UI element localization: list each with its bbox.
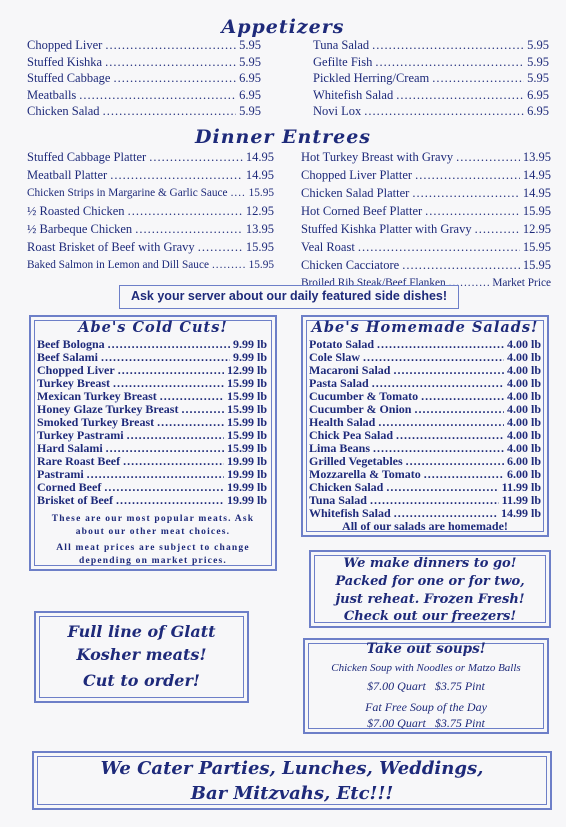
menu-item-price: 9.99 lb: [232, 351, 267, 364]
soup-chicken-name: Chicken Soup with Noodles or Matzo Balls: [331, 662, 521, 674]
dot-leader: [414, 403, 504, 416]
dot-leader: [212, 256, 246, 274]
menu-item-name: ½ Roasted Chicken: [27, 204, 125, 218]
menu-item-name: Tuna Salad: [313, 38, 370, 52]
menu-item-row: [37, 442, 267, 455]
appetizers-right-column: [313, 37, 549, 120]
menu-item-price: 5.95: [527, 38, 549, 52]
menu-item-name: Chicken Salad Platter: [301, 186, 410, 200]
menu-item-price: 15.95: [522, 240, 551, 254]
catering-line-2: Bar Mitzvahs, Etc!!!: [190, 783, 394, 804]
menu-item-price: 4.00 lb: [506, 364, 541, 377]
cold-cuts-box: [29, 315, 277, 571]
dot-leader: [424, 468, 504, 481]
menu-item-row: [37, 481, 267, 494]
menu-item-name: Tuna Salad: [309, 494, 367, 507]
menu-item-row: [309, 377, 541, 390]
side-dish-banner: [119, 285, 459, 309]
glatt-kosher-line-3: Cut to order!: [83, 671, 200, 690]
cold-cuts-list: [37, 338, 267, 507]
dot-leader: [393, 364, 504, 377]
appetizers-heading: Appetizers: [221, 16, 345, 38]
menu-item-price: 12.95: [522, 222, 551, 236]
dot-leader: [87, 468, 224, 481]
menu-item-name: Cucumber & Tomato: [309, 390, 419, 403]
menu-item-name: Whitefish Salad: [309, 507, 391, 520]
menu-item-name: Hard Salami: [37, 442, 103, 455]
dot-leader: [421, 390, 504, 403]
menu-item-name: Chopped Liver: [37, 364, 115, 377]
menu-item-row: [301, 184, 551, 202]
dot-leader: [157, 416, 224, 429]
menu-item-price: 4.00 lb: [506, 351, 541, 364]
menu-item-row: [37, 351, 267, 364]
menu-item-price: 15.99 lb: [226, 442, 267, 455]
menu-item-name: Novi Lox: [313, 104, 362, 119]
dot-leader: [127, 429, 224, 442]
menu-item-row: [309, 429, 541, 442]
menu-item-row: [309, 403, 541, 416]
menu-item-price: 4.00 lb: [506, 442, 541, 455]
menu-item-price: 15.99 lb: [226, 429, 267, 442]
menu-item-price: 12.95: [245, 204, 274, 218]
menu-item-price: 4.00 lb: [506, 338, 541, 351]
menu-item-row: [37, 403, 267, 416]
menu-item-price: Market Price: [492, 277, 551, 289]
dot-leader: [396, 429, 504, 442]
dinners-to-go-line-3: just reheat. Frozen Fresh!: [335, 592, 525, 607]
menu-item-row: [27, 148, 274, 166]
dot-leader: [375, 54, 524, 71]
menu-item-row: [37, 377, 267, 390]
dot-leader: [377, 338, 504, 351]
menu-item-price: 15.99 lb: [226, 390, 267, 403]
menu-item-name: Cole Slaw: [309, 351, 360, 364]
menu-item-row: [37, 364, 267, 377]
menu-item-price: 15.95: [522, 258, 551, 272]
menu-item-name: Chopped Liver Platter: [301, 168, 413, 182]
menu-item-row: [301, 166, 551, 184]
menu-item-name: Health Salad: [309, 416, 376, 429]
menu-item-name: Mozzarella & Tomato: [309, 468, 421, 481]
soup-of-day-name: Fat Free Soup of the Day: [365, 700, 487, 714]
menu-item-row: [37, 416, 267, 429]
dot-leader: [363, 351, 504, 364]
menu-item-name: ½ Barbeque Chicken: [27, 222, 133, 236]
dot-leader: [370, 494, 499, 507]
menu-item-row: [309, 416, 541, 429]
menu-item-row: [37, 390, 267, 403]
dinners-to-go-line-4: Check out our freezers!: [343, 609, 517, 624]
menu-item-name: Chicken Salad: [309, 481, 384, 494]
catering-line-1: We Cater Parties, Lunches, Weddings,: [100, 758, 484, 779]
menu-item-name: Pasta Salad: [309, 377, 369, 390]
menu-item-row: [27, 103, 261, 120]
dot-leader: [378, 416, 504, 429]
menu-item-row: [27, 238, 274, 256]
menu-item-row: [309, 442, 541, 455]
menu-item-row: [309, 455, 541, 468]
menu-item-name: Gefilte Fish: [313, 54, 373, 69]
menu-item-row: [309, 481, 541, 494]
soup-chicken-prices: $7.00 Quart $3.75 Pint: [367, 679, 485, 693]
soup-of-day-prices: $7.00 Quart $3.75 Pint: [367, 716, 485, 730]
salads-box: [301, 315, 549, 537]
menu-item-name: Chicken Salad: [27, 104, 100, 119]
menu-item-price: 15.95: [248, 187, 274, 199]
dot-leader: [113, 70, 236, 87]
dot-leader: [231, 184, 246, 202]
dot-leader: [396, 87, 524, 104]
menu-item-price: 9.99 lb: [232, 338, 267, 351]
dot-leader: [372, 37, 524, 54]
menu-item-name: Roast Brisket of Beef with Gravy: [27, 240, 195, 254]
menu-item-price: 11.99 lb: [501, 481, 541, 494]
menu-item-name: Mexican Turkey Breast: [37, 390, 157, 403]
menu-item-price: 19.99 lb: [226, 468, 267, 481]
menu-item-row: [313, 54, 549, 71]
dot-leader: [104, 481, 224, 494]
appetizers-left-column: [27, 37, 261, 120]
menu-item-price: 15.99 lb: [226, 377, 267, 390]
menu-item-row: [301, 202, 551, 220]
menu-item-name: Meatball Platter: [27, 168, 108, 182]
menu-item-row: [37, 455, 267, 468]
menu-item-row: [301, 220, 551, 238]
menu-item-name: Beef Salami: [37, 351, 98, 364]
menu-item-row: [309, 364, 541, 377]
menu-item-price: 15.95: [248, 259, 274, 271]
menu-item-price: 5.95: [527, 71, 549, 86]
side-dish-banner-text: Ask your server about our daily featured side dishes!: [130, 289, 448, 303]
menu-item-name: Potato Salad: [309, 338, 375, 351]
menu-item-price: 15.95: [245, 240, 274, 254]
menu-item-row: [313, 70, 549, 87]
dot-leader: [372, 377, 504, 390]
menu-item-row: [309, 390, 541, 403]
dot-leader: [181, 403, 224, 416]
dot-leader: [149, 148, 243, 166]
dot-leader: [116, 494, 224, 507]
menu-item-row: [27, 70, 261, 87]
menu-item-name: Chicken Cacciatore: [301, 258, 400, 272]
menu-item-name: Corned Beef: [37, 481, 102, 494]
menu-item-name: Hot Corned Beef Platter: [301, 204, 423, 218]
dot-leader: [118, 364, 224, 377]
dinners-to-go-line-2: Packed for one or for two,: [335, 574, 525, 589]
dot-leader: [108, 338, 230, 351]
dot-leader: [106, 442, 224, 455]
menu-item-row: [27, 202, 274, 220]
dot-leader: [358, 238, 520, 256]
dot-leader: [432, 70, 524, 87]
menu-item-price: 4.00 lb: [506, 403, 541, 416]
menu-item-row: [313, 37, 549, 54]
menu-item-name: Grilled Vegetables: [309, 455, 403, 468]
menu-item-row: [309, 338, 541, 351]
menu-item-name: Stuffed Kishka: [27, 54, 103, 69]
menu-item-name: Rare Roast Beef: [37, 455, 121, 468]
menu-item-price: 5.95: [239, 104, 261, 119]
dot-leader: [110, 166, 243, 184]
dot-leader: [412, 184, 520, 202]
dot-leader: [105, 37, 236, 54]
menu-item-price: 14.95: [522, 186, 551, 200]
dot-leader: [198, 238, 243, 256]
menu-item-name: Turkey Breast: [37, 377, 111, 390]
menu-item-price: 13.95: [522, 150, 551, 164]
menu-item-name: Whitefish Salad: [313, 87, 394, 102]
menu-item-price: 5.95: [239, 38, 261, 52]
menu-item-price: 14.99 lb: [500, 507, 541, 520]
menu-item-price: 19.99 lb: [226, 481, 267, 494]
glatt-kosher-line-1: Full line of Glatt: [67, 622, 216, 641]
salads-title: Abe's Homemade Salads!: [311, 319, 539, 336]
menu-item-name: Pickled Herring/Cream: [313, 71, 430, 86]
menu-item-name: Lima Beans: [309, 442, 371, 455]
menu-item-name: Chick Pea Salad: [309, 429, 394, 442]
menu-item-name: Smoked Turkey Breast: [37, 416, 155, 429]
menu-item-row: [27, 256, 274, 274]
menu-item-price: 19.99 lb: [226, 455, 267, 468]
dot-leader: [79, 87, 236, 104]
entrees-heading: Dinner Entrees: [195, 126, 371, 148]
menu-item-price: 4.00 lb: [506, 377, 541, 390]
dot-leader: [415, 166, 520, 184]
menu-item-price: 4.00 lb: [506, 429, 541, 442]
menu-item-row: [27, 220, 274, 238]
menu-item-row: [37, 494, 267, 507]
cold-cuts-note-prices: All meat prices are subject to change depending on market prices.: [56, 543, 250, 566]
menu-item-row: [301, 256, 551, 274]
soups-title: Take out soups!: [366, 641, 486, 657]
menu-item-row: [37, 429, 267, 442]
dot-leader: [123, 455, 224, 468]
dot-leader: [364, 103, 524, 120]
menu-item-row: [301, 148, 551, 166]
menu-item-row: [309, 468, 541, 481]
menu-item-price: 19.99 lb: [226, 494, 267, 507]
glatt-kosher-box: [34, 611, 249, 703]
menu-item-price: 12.99 lb: [226, 364, 267, 377]
menu-item-name: Hot Turkey Breast with Gravy: [301, 150, 454, 164]
entrees-right-column: [301, 148, 551, 292]
dinners-to-go-line-1: We make dinners to go!: [343, 556, 517, 571]
menu-item-row: [309, 494, 541, 507]
menu-item-name: Stuffed Cabbage: [27, 71, 111, 86]
menu-item-price: 14.95: [245, 168, 274, 182]
menu-item-row: [27, 166, 274, 184]
menu-item-name: Broiled Rib Steak/Beef Flanken: [301, 277, 446, 289]
menu-item-price: 11.99 lb: [501, 494, 541, 507]
menu-item-row: [37, 338, 267, 351]
dot-leader: [128, 202, 243, 220]
menu-item-row: [313, 87, 549, 104]
menu-item-name: Cucumber & Onion: [309, 403, 412, 416]
menu-item-price: 13.95: [245, 222, 274, 236]
menu-item-name: Veal Roast: [301, 240, 355, 254]
menu-item-price: 15.99 lb: [226, 416, 267, 429]
menu-item-name: Stuffed Cabbage Platter: [27, 150, 147, 164]
menu-item-price: 4.00 lb: [506, 390, 541, 403]
salads-footer: All of our salads are homemade!: [342, 519, 508, 533]
cold-cuts-note-popular: These are our most popular meats. Ask about our other meat choices.: [51, 514, 255, 537]
menu-item-price: 4.00 lb: [506, 416, 541, 429]
soups-box: [303, 638, 549, 734]
dot-leader: [475, 220, 520, 238]
menu-item-name: Chopped Liver: [27, 38, 103, 52]
menu-item-price: 6.95: [239, 87, 261, 102]
menu-item-name: Beef Bologna: [37, 338, 105, 351]
dinners-to-go-box: [309, 550, 551, 628]
menu-item-row: [313, 103, 549, 120]
menu-item-row: [27, 54, 261, 71]
menu-item-price: 15.95: [522, 204, 551, 218]
cold-cuts-title: Abe's Cold Cuts!: [78, 319, 228, 336]
entrees-left-column: [27, 148, 274, 274]
menu-item-name: Meatballs: [27, 87, 77, 102]
menu-item-name: Baked Salmon in Lemon and Dill Sauce: [27, 259, 209, 271]
catering-banner: [32, 751, 552, 810]
dot-leader: [160, 390, 224, 403]
menu-item-price: 15.99 lb: [226, 403, 267, 416]
menu-item-price: 6.95: [239, 71, 261, 86]
menu-item-name: Turkey Pastrami: [37, 429, 124, 442]
menu-item-row: [37, 468, 267, 481]
menu-item-name: Brisket of Beef: [37, 494, 113, 507]
dot-leader: [135, 220, 243, 238]
dot-leader: [386, 481, 498, 494]
menu-item-row: [309, 351, 541, 364]
menu-item-price: 5.95: [527, 54, 549, 69]
menu-item-name: Honey Glaze Turkey Breast: [37, 403, 179, 416]
dot-leader: [103, 103, 237, 120]
salads-list: [309, 338, 541, 520]
menu-item-row: [27, 184, 274, 202]
dot-leader: [101, 351, 230, 364]
menu-item-name: Pastrami: [37, 468, 84, 481]
menu-item-price: 6.95: [527, 87, 549, 102]
menu-item-name: Macaroni Salad: [309, 364, 391, 377]
dot-leader: [425, 202, 520, 220]
dot-leader: [402, 256, 520, 274]
dot-leader: [113, 377, 224, 390]
menu-item-name: Chicken Strips in Margarine & Garlic Sauce: [27, 187, 228, 199]
menu-item-price: 6.00 lb: [506, 468, 541, 481]
menu-item-price: 14.95: [245, 150, 274, 164]
dot-leader: [373, 442, 504, 455]
menu-item-row: [27, 37, 261, 54]
menu-item-row: [27, 87, 261, 104]
menu-item-price: 14.95: [522, 168, 551, 182]
menu-item-price: 6.95: [527, 104, 549, 119]
dot-leader: [105, 54, 236, 71]
menu-item-price: 5.95: [239, 54, 261, 69]
menu-item-price: 6.00 lb: [506, 455, 541, 468]
dot-leader: [406, 455, 504, 468]
glatt-kosher-line-2: Kosher meats!: [76, 645, 207, 664]
menu-item-row: [301, 238, 551, 256]
dot-leader: [456, 148, 520, 166]
menu-item-name: Stuffed Kishka Platter with Gravy: [301, 222, 472, 236]
